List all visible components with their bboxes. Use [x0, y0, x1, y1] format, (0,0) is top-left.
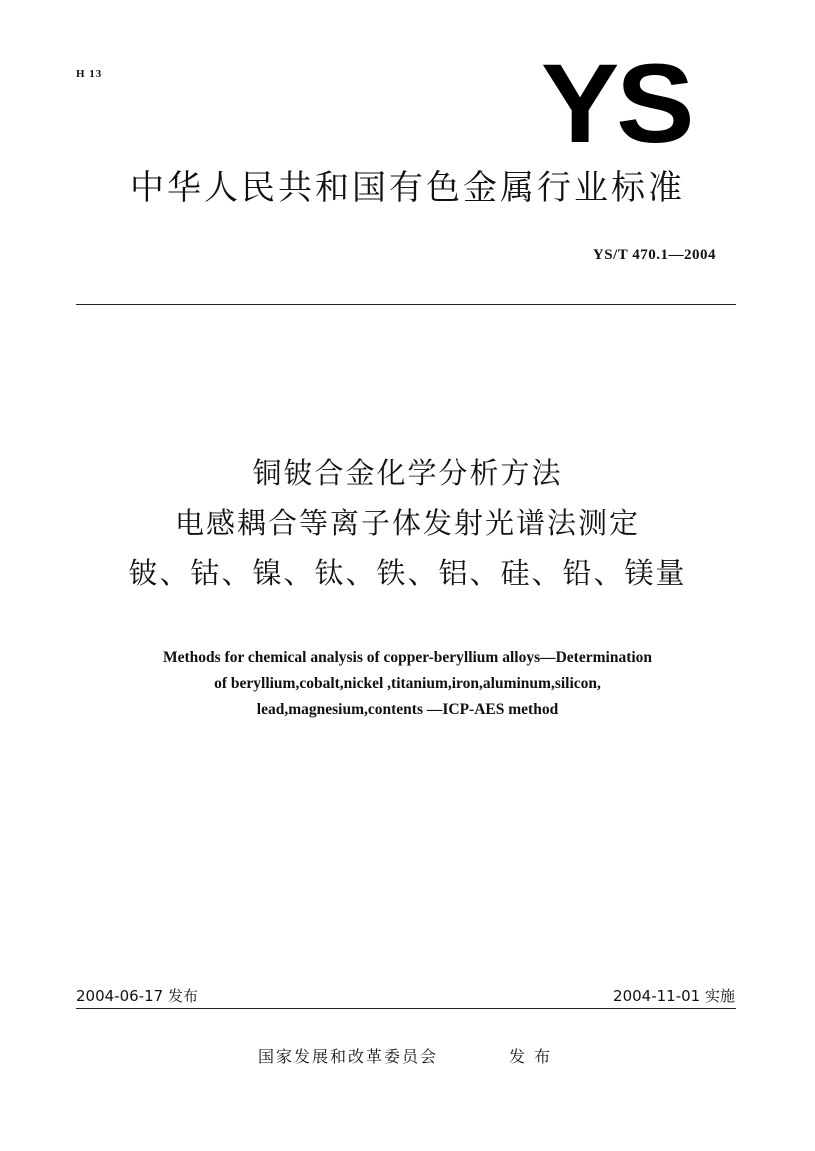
ys-logo: YS — [540, 41, 691, 166]
chinese-title-line-3: 铍、钴、镍、钛、铁、铝、硅、铅、镁量 — [128, 556, 687, 590]
top-divider — [76, 304, 736, 305]
ics-code: H 13 — [76, 68, 103, 80]
issuing-authority: 国家发展和改革委员会 — [258, 1047, 439, 1066]
issue-date: 2004-06-17 发布 — [76, 987, 198, 1005]
issue-label: 发 布 — [509, 1047, 553, 1066]
chinese-title-line-1: 铜铍合金化学分析方法 — [252, 456, 563, 490]
bottom-divider — [76, 1008, 736, 1009]
standard-number: YS/T 470.1—2004 — [592, 247, 716, 263]
organization-heading: 中华人民共和国有色金属行业标准 — [130, 168, 685, 208]
chinese-title — [0, 448, 815, 598]
chinese-title-line-2: 电感耦合等离子体发射光谱法测定 — [174, 506, 640, 540]
english-title — [0, 645, 815, 723]
english-title-line-2: of beryllium,cobalt,nickel ,titanium,iron,aluminum,silicon, — [214, 675, 601, 692]
english-title-line-3: lead,magnesium,contents —ICP-AES method — [256, 701, 559, 718]
english-title-line-1: Methods for chemical analysis of copper-beryllium alloys—Determination — [162, 649, 653, 666]
implementation-date: 2004-11-01 实施 — [613, 987, 735, 1005]
